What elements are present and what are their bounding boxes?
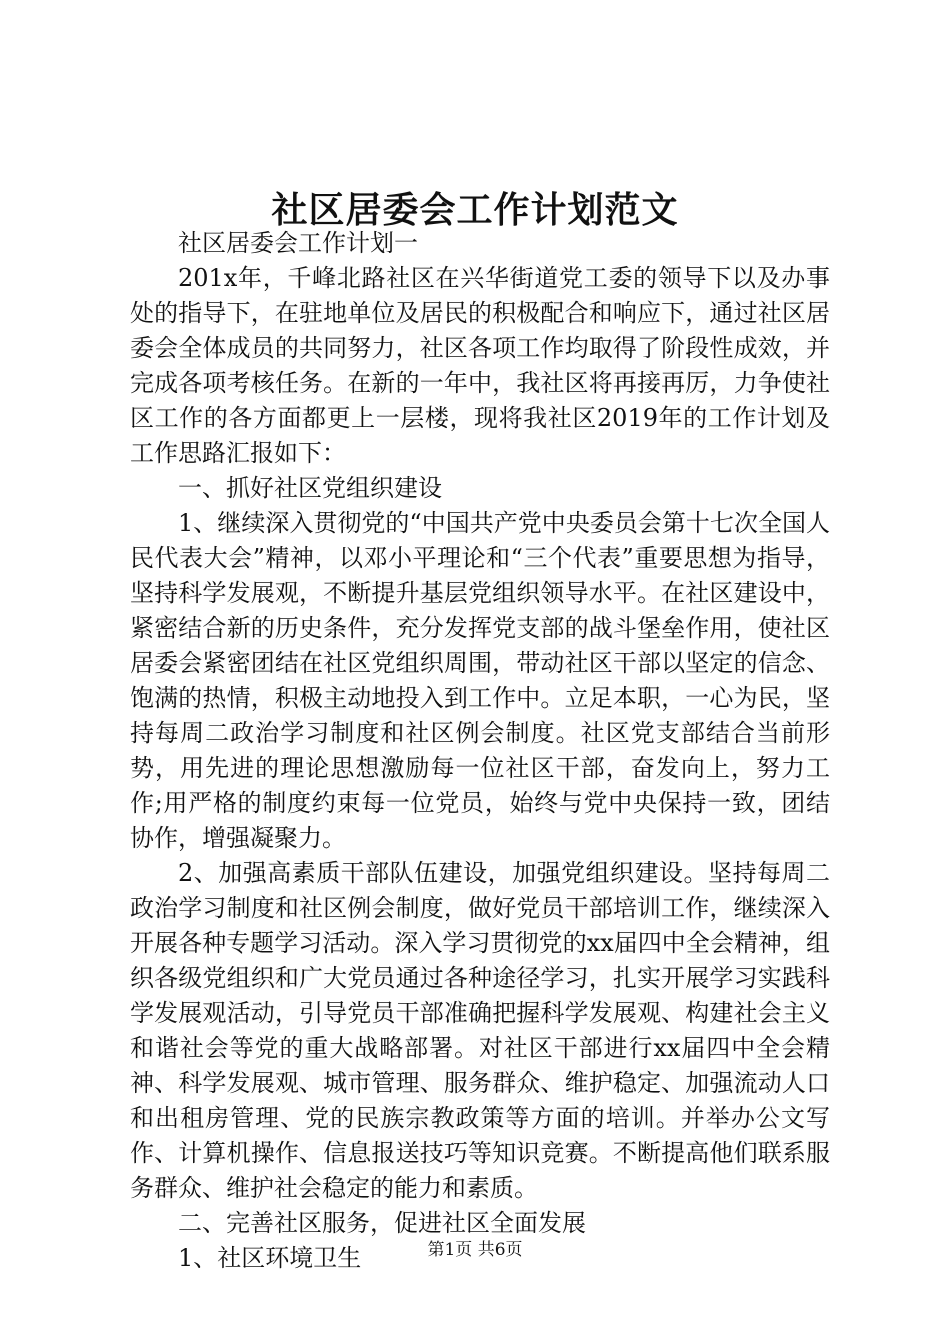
section-heading-2: 二、完善社区服务，促进社区全面发展 — [178, 1209, 586, 1237]
page-number: 第1页 共6页 — [427, 1240, 523, 1260]
paragraph-item-1: 1、继续深入贯彻党的“中国共产党中央委员会第十七次全国人民代表大会”精神，以邓小平理论和“三个代表”重要思想为指导，坚持科学发展观，不断提升基层党组织领导水平。在社区建设中，紧密结合新的历史条件，充分发挥党支部的战斗堡垒作用，使社区居委会紧密团结在社区党组织周围，带动社区干部以坚定的信念、饱满的热情，积极主动地投入到工作中。立足本职，一心为民，坚持每周二政治学习制度和社区例会制度。社区党支部结合当前形势，用先进的理论思想激励每一位社区干部，奋发向上，努力工作;用严格的制度约束每一位党员，始终与党中央保持一致，团结协作，增强凝聚力。 — [130, 509, 830, 852]
section-heading-1: 一、抓好社区党组织建设 — [178, 474, 442, 502]
paragraph-intro: 201x年，千峰北路社区在兴华街道党工委的领导下以及办事处的指导下，在驻地单位及居民的积极配合和响应下，通过社区居委会全体成员的共同努力，社区各项工作均取得了阶段性成效，并完成各项考核任务。在新的一年中，我社区将再接再厉，力争使社区工作的各方面都更上一层楼，现将我社区2019年的工作计划及工作思路汇报如下： — [130, 264, 830, 467]
document-title: 社区居委会工作计划范文 — [271, 189, 679, 231]
paragraph-plan-heading: 社区居委会工作计划一 — [178, 229, 418, 257]
document-body — [130, 226, 830, 1276]
subsection-heading-1: 1、社区环境卫生 — [178, 1244, 362, 1272]
paragraph-item-2: 2、加强高素质干部队伍建设，加强党组织建设。坚持每周二政治学习制度和社区例会制度，做好党员干部培训工作，继续深入开展各种专题学习活动。深入学习贯彻党的xx届四中全会精神，组织各级党组织和广大党员通过各种途径学习，扎实开展学习实践科学发展观活动，引导党员干部准确把握科学发展观、构建社会主义和谐社会等党的重大战略部署。对社区干部进行xx届四中全会精神、科学发展观、城市管理、服务群众、维护稳定、加强流动人口和出租房管理、党的民族宗教政策等方面的培训。并举办公文写作、计算机操作、信息报送技巧等知识竞赛。不断提高他们联系服务群众、维护社会稳定的能力和素质。 — [130, 859, 830, 1202]
